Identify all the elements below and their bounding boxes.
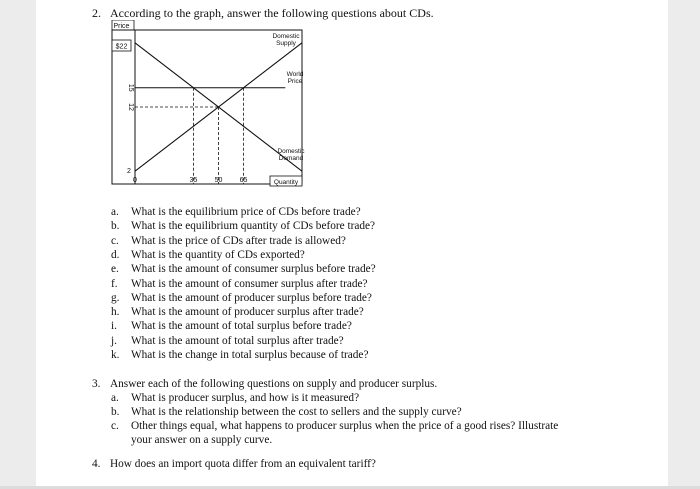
question-2-item-letter: i. [111, 320, 117, 333]
world-price-label-line2: Price [287, 78, 303, 85]
question-2-item-text: What is the quantity of CDs exported? [131, 248, 305, 261]
question-2-item-text: What is the amount of consumer surplus before trade? [131, 263, 376, 276]
x-axis-label: Quantity [273, 179, 299, 186]
cd-market-graph [100, 20, 330, 192]
question-2-number: 2. [92, 6, 101, 20]
x-tick-label-50: 50 [214, 177, 223, 184]
y-tick-label-15: 15 [127, 83, 134, 92]
question-3-item-text: What is producer surplus, and how is it measured? [131, 392, 360, 404]
question-2-item-text: What is the amount of producer surplus before trade? [131, 291, 372, 304]
question-3-text: Answer each of the following questions on supply and producer surplus. [110, 378, 438, 390]
y-tick-label-22: $22 [115, 43, 128, 51]
question-3-item-text: Other things equal, what happens to producer surplus when the price of a good rises? Illustrate [131, 420, 559, 432]
question-2-item-text: What is the amount of total surplus after trade? [131, 334, 344, 347]
question-3-item-letter: b. [111, 406, 120, 418]
y-axis-label: Price [113, 23, 130, 30]
question-3-item-letter: c. [111, 420, 119, 432]
question-2-item-text: What is the amount of consumer surplus after trade? [131, 277, 368, 290]
question-4-text: How does an import quota differ from an equivalent tariff? [110, 458, 376, 470]
question-3-number: 3. [92, 378, 101, 390]
question-2-item-letter: d. [111, 248, 120, 261]
world-price-label-line1: World [286, 71, 304, 78]
question-2-item-text: What is the amount of total surplus before trade? [131, 320, 352, 333]
question-2-item-letter: h. [111, 306, 120, 319]
right-margin-band [668, 0, 700, 489]
question-2-item-letter: k. [111, 349, 120, 361]
domestic-supply-label-line2: Supply [276, 40, 296, 47]
question-2-item-letter: f. [111, 277, 118, 290]
question-2-item-letter: e. [111, 263, 119, 276]
question-2-item-text: What is the amount of producer surplus after trade? [131, 306, 364, 319]
x-tick-label-35: 35 [189, 177, 198, 184]
question-2-item-letter: g. [111, 291, 120, 304]
question-3-item-letter: a. [111, 392, 119, 404]
x-tick-labels [190, 177, 248, 184]
question-2-item-text: What is the price of CDs after trade is allowed? [131, 234, 346, 247]
question-2-item-letter: a. [111, 206, 119, 218]
question-2-item-text: What is the change in total surplus because of trade? [131, 349, 369, 361]
question-2-item-letter: j. [111, 334, 117, 347]
question-2-item-text: What is the equilibrium quantity of CDs before trade? [131, 220, 376, 233]
x-tick-label-65: 65 [239, 177, 248, 184]
y-tick-label-2: 2 [127, 168, 131, 176]
question-2-item-text: What is the equilibrium price of CDs before trade? [131, 206, 361, 218]
domestic-supply-label-line1: Domestic [272, 33, 300, 40]
origin-label: 0 [133, 177, 137, 184]
question-3-item-text: What is the relationship between the cost to sellers and the supply curve? [131, 406, 462, 418]
y-tick-labels [116, 44, 134, 176]
question-2-item-letter: c. [111, 234, 119, 247]
question-2-text: According to the graph, answer the following questions about CDs. [110, 6, 434, 20]
domestic-demand-label-line2: Demand [278, 155, 304, 162]
question-2-item-letter: b. [111, 220, 120, 233]
domestic-demand-label-line1: Domestic [277, 148, 305, 155]
question-3-item-c-continuation: your answer on a supply curve. [131, 434, 273, 446]
reference-lines [135, 30, 244, 184]
question-4-number: 4. [92, 458, 101, 470]
left-margin-band [0, 0, 36, 489]
y-tick-label-12: 12 [127, 103, 134, 111]
